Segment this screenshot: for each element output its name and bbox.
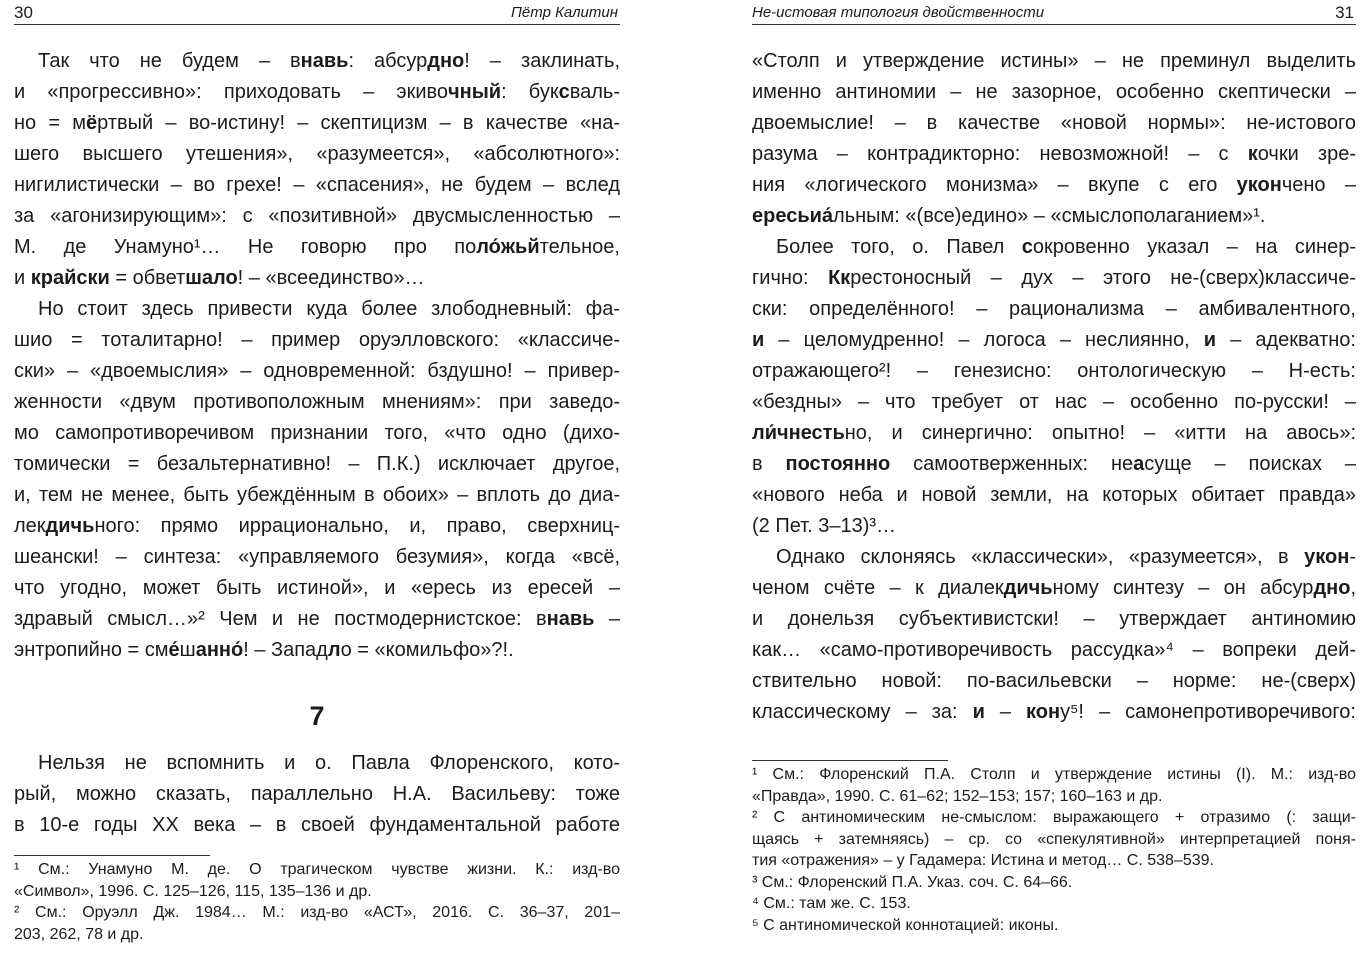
text-run: в 10-е годы XX века – в своей фундаментальной работе [14,814,620,836]
text-line [752,480,1356,511]
text-line [752,108,1356,139]
text-run: шио = тоталитарно! – пример оруэлловского: «классиче- [14,329,620,351]
text-line [752,232,1356,263]
text-line [752,511,1356,542]
text-run: и донельзя субъективистски! – утверждает антиномию [752,608,1356,630]
text-line [752,666,1356,697]
page-number: 31 [1335,3,1354,22]
text-run: но = м [14,112,87,134]
text-line [14,449,620,480]
text-run: ! – «всеединство»… [237,267,425,289]
bold-run: е́ [168,639,180,661]
text-run: что угодно, может быть истиной», и «ересь из ересей – [14,577,620,599]
bold-run: ло́жьй [476,236,540,258]
text-line [752,201,1356,232]
bold-run: ё [86,112,98,134]
text-line [752,387,1356,418]
footnote-list [14,859,620,945]
footnote-line: ² См.: Оруэлл Дж. 1984… М.: изд-во «АСТ», 2016. С. 36–37, 201– [14,904,620,921]
text-run: о = «комильфо»?!. [340,639,514,661]
text-run: отражающего²! – генезисно: онтологическую – Н-есть: [752,360,1356,382]
paragraph [752,46,1356,232]
footnote [752,915,1356,937]
section-heading: 7 [309,701,325,731]
text-line [14,779,620,810]
page-number: 30 [14,3,33,22]
text-line [14,635,620,666]
footnote [14,902,620,945]
running-head [14,2,620,25]
running-head [752,2,1356,25]
text-run: и «прогрессивно»: приходовать – экиво [14,81,449,103]
text-run: мо самопротиворечивом признании того, «что одно (дихо- [14,422,620,444]
text-block [14,748,620,841]
text-line [14,201,620,232]
text-run: классическому – за: [752,701,973,723]
text-run: за «агонизирующим»: с «позитивной» двусмысленностью – [14,205,620,227]
text-run: ски» – «двоемыслия» – одновременной: бздушно! – привер- [14,360,620,382]
running-title: Не-истовая типология двойственности [752,4,1045,21]
text-run: – [984,701,1027,723]
text-run: ! – Запад [243,639,328,661]
bold-run: ересьиа́ [752,205,834,227]
left-page [14,0,620,958]
bold-run: Кк [828,267,851,289]
text-run: самоотверженных: не [890,453,1134,475]
text-run: ш [179,639,196,661]
text-run: нигилистически – во грехе! – «спасения», не будем – вслед [14,174,620,196]
text-run: гично: [752,267,829,289]
bold-run: дичь [45,515,95,537]
text-run: суще – поисках – [1144,453,1356,475]
paragraph [752,232,1356,542]
footnote-line: ² С антиномическим не-смыслом: выражающего + отразимо (: защи- [752,809,1356,826]
bold-run: укон [1304,546,1350,568]
text-run: ному синтезу – он абсур [1052,577,1314,599]
text-line [14,170,620,201]
bold-run: и [1203,329,1217,351]
text-run: женности «двум противоположным мнениям»: при заведо- [14,391,620,413]
text-line [14,573,620,604]
text-run: лек [14,515,46,537]
footnote-line: «Символ», 1996. С. 125–126, 115, 135–136 и др. [14,882,372,900]
text-run: рестоносный – дух – этого не-(сверх)классиче- [850,267,1357,289]
bold-run: с [1021,236,1033,258]
text-run: – адекватно: [1216,329,1356,351]
footnote-line: щаясь + затемняясь) – ср. со «спекулятивной» интерпретацией поня- [752,830,1356,848]
text-line [752,418,1356,449]
text-line [14,77,620,108]
text-run: ния «логического монизма» – вкупе с его [752,174,1237,196]
footnote [752,872,1356,894]
text-line [14,356,620,387]
text-run: ртвый – во-истину! – скептицизм – в качестве «на- [97,112,621,134]
footnote-line: ¹ См.: Унамуно М. де. О трагическом чувстве жизни. К.: изд-во [14,861,620,878]
text-line [752,573,1356,604]
text-run: тельное, [539,236,620,258]
text-line [14,748,620,779]
text-run: (2 Пет. 3–13)³… [752,515,897,537]
text-run: , [1350,577,1356,599]
text-run: : бук [501,81,559,103]
bold-run: с [558,81,570,103]
text-run: очки зре- [1257,143,1356,165]
main-text [752,46,1356,728]
text-run: Нельзя не вспомнить и о. Павла Флоренского, кото- [38,752,620,774]
text-run: ствительно новой: по-васильевски – норме: не-(сверх) [752,670,1356,692]
text-line [752,77,1356,108]
bold-run: крайски [30,267,110,289]
text-run: и, тем не менее, быть убеждённым в обоих» – вплоть до диа- [14,484,620,506]
footnote-line: ⁵ С антиномической коннотацией: иконы. [752,916,1059,934]
text-run: – [594,608,621,630]
text-line [14,480,620,511]
text-run: валь- [569,81,620,103]
bold-run: ли́чнесть [752,422,845,444]
text-block [14,46,620,666]
text-run: льным: «(все)едино» – «смыслополаганием»¹. [833,205,1266,227]
text-line [752,46,1356,77]
bold-run: кон [1026,701,1061,723]
footnotes [14,855,620,945]
text-line [14,108,620,139]
text-run: шеански! – синтеза: «управляемого безумия», когда «всё, [14,546,620,568]
text-run: здравый смысл…»² Чем и не постмодернистское: в [14,608,547,630]
text-line [14,604,620,635]
bold-run: шало [185,267,238,289]
text-line [752,294,1356,325]
text-line [752,325,1356,356]
footnote [752,893,1356,915]
bold-run: анно́ [195,639,244,661]
text-run: Однако склоняясь «классически», «разумеется», в [776,546,1305,568]
footnote-line: ³ См.: Флоренский П.А. Указ. соч. С. 64–66. [752,873,1073,891]
bold-run: навь [546,608,595,630]
bold-run: постоянно [785,453,891,475]
text-line [752,170,1356,201]
text-line [14,542,620,573]
text-line [14,139,620,170]
footnote-line: 203, 262, 78 и др. [14,925,144,943]
bold-run: и [752,329,765,351]
text-run: как… «само-противоречивость рассудка»⁴ – вопреки дей- [752,639,1356,661]
text-line [14,294,620,325]
footnote-rule [14,855,210,856]
text-run: именно антиномии – не зазорное, особенно скептически – [752,81,1356,103]
text-line [14,263,620,294]
main-text [14,46,620,841]
bold-run: и [972,701,985,723]
text-line [752,263,1356,294]
bold-run: к [1247,143,1258,165]
text-line [752,635,1356,666]
footnote-line: тия «отражения» – у Гадамера: Истина и метод… С. 538–539. [752,852,1214,869]
text-run: ченом счёте – к диалек [752,577,1004,599]
text-run: - [1349,546,1356,568]
text-run: – целомудренно! – логоса – неслиянно, [764,329,1204,351]
text-run: ного: прямо иррационально, и, право, сверхниц- [94,515,620,537]
text-line [14,387,620,418]
text-run: двоемыслие! – в качестве «новой нормы»: не-истового [752,112,1356,134]
text-run: разума – контрадикторно: невозможной! – с [752,143,1248,165]
text-line [14,325,620,356]
footnote-line: ¹ См.: Флоренский П.А. Столп и утверждение истины (I). М.: изд-во [752,766,1356,783]
text-run: томически = безальтернативно! – П.К.) исключает другое, [14,453,620,475]
text-run: Так что не будем – в [38,50,301,72]
footnote-line: «Правда», 1990. С. 61–62; 152–153; 157; 160–163 и др. [752,787,1163,805]
text-run: ! – заклинать, [464,50,620,72]
bold-run: дно [427,50,465,72]
text-run: «Столп и утверждение истины» – не преминул выделить [752,50,1356,72]
text-run: рый, можно сказать, параллельно Н.А. Васильеву: тоже [14,783,620,805]
text-line [752,697,1356,728]
bold-run: л [327,639,341,661]
right-page [752,0,1356,958]
text-line [752,604,1356,635]
text-block [752,46,1356,728]
bold-run: навь [300,50,349,72]
text-run: М. де Унамуно¹… Не говорю про по [14,236,477,258]
text-line [14,46,620,77]
text-line [14,810,620,841]
text-run: окровенно указал – на синер- [1032,236,1356,258]
footnotes [752,760,1356,936]
text-line [14,232,620,263]
text-line [752,356,1356,387]
text-run: но, и синергично: опытно! – «итти на авось»: [844,422,1356,444]
paragraph [14,748,620,841]
text-run: энтропийно = см [14,639,169,661]
text-run: ски: определённого! – рационализма – амбивалентного, [752,298,1356,320]
bold-run: дичь [1003,577,1053,599]
text-run: : абсур [348,50,428,72]
text-run: у⁵! – самонепротиворечивого: [1060,701,1356,723]
text-run: чено – [1281,174,1357,196]
paragraph [14,294,620,666]
footnote [752,807,1356,872]
text-run: Более того, о. Павел [776,236,1022,258]
text-run: «нового неба и новой земли, на которых обитает правда» [752,484,1356,506]
text-run: в [752,453,786,475]
paragraph [752,542,1356,728]
text-run: Но стоит здесь привести куда более злободневный: фа- [38,298,620,320]
paragraph [14,46,620,294]
footnote-list [752,764,1356,936]
text-line [752,542,1356,573]
bold-run: укон [1236,174,1282,196]
text-line [752,449,1356,480]
footnote [752,764,1356,807]
bold-run: а [1133,453,1145,475]
footnote [14,859,620,902]
running-title: Пётр Калитин [511,4,618,21]
text-run: шего высшего утешения», «разумеется», «абсолютного»: [14,143,620,165]
text-line [14,511,620,542]
bold-run: чный [448,81,502,103]
bold-run: дно [1313,577,1351,599]
footnote-line: ⁴ См.: там же. С. 153. [752,895,911,912]
text-line [752,139,1356,170]
text-run: «бездны» – что требует от нас – особенно по-русски! – [752,391,1356,413]
text-run: = обвет [109,267,186,289]
footnote-rule [752,760,948,761]
text-line [14,418,620,449]
text-run: и [14,267,31,289]
